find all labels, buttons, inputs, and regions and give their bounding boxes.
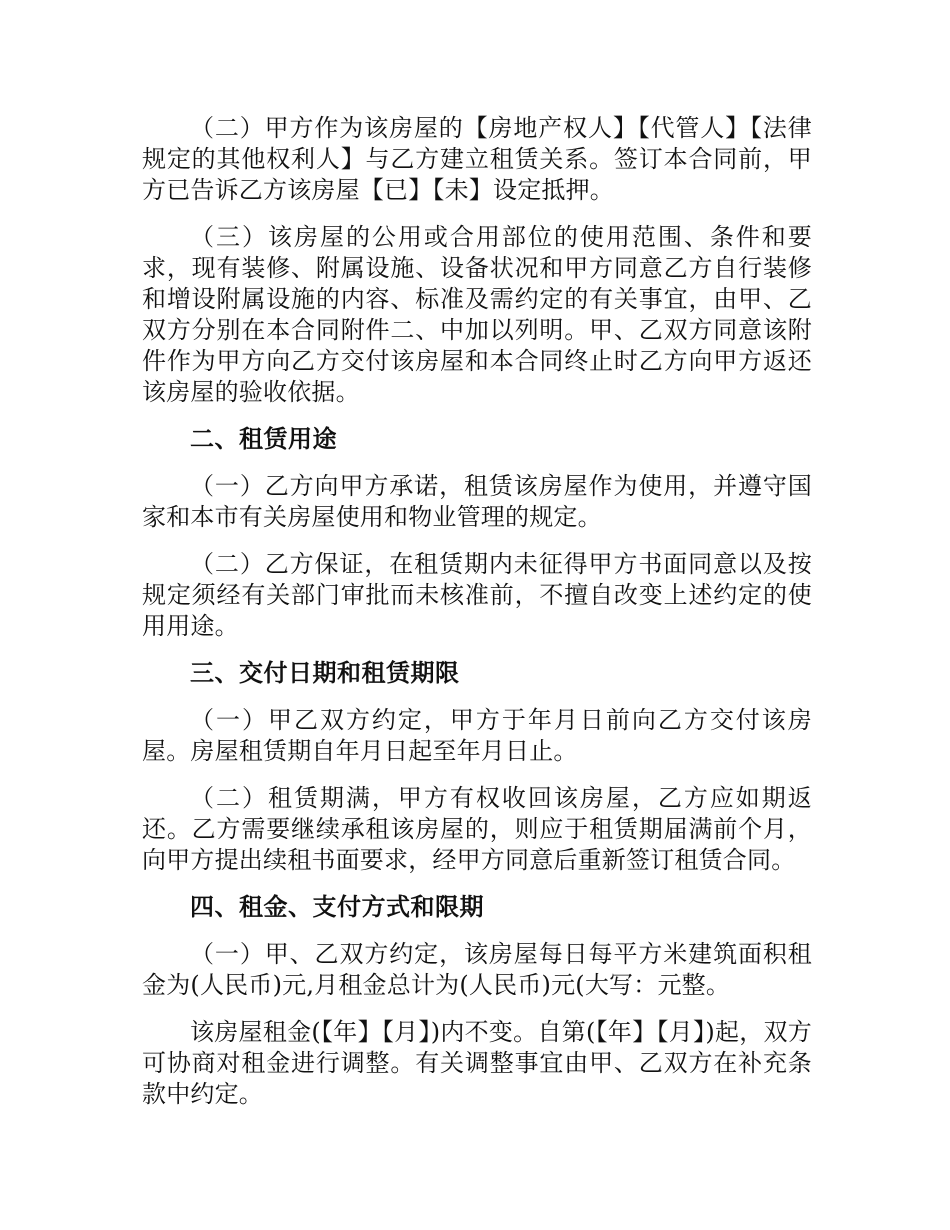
- clause-4-1-paragraph: （一）甲、乙双方约定，该房屋每日每平方米建筑面积租金为(人民币)元,月租金总计为(人民币)元(大写：元整。: [142, 940, 812, 999]
- document-page: [142, 113, 812, 1126]
- clause-3-2-paragraph: （二）租赁期满，甲方有权收回该房屋，乙方应如期返还。乙方需要继续承租该房屋的，则应于租赁期届满前个月，向甲方提出续租书面要求，经甲方同意后重新签订租赁合同。: [142, 784, 812, 874]
- clause-3-1-paragraph: （一）甲乙双方约定，甲方于年月日前向乙方交付该房屋。房屋租赁期自年月日起至年月日止。: [142, 706, 812, 765]
- clause-1-3-paragraph: （三）该房屋的公用或合用部位的使用范围、条件和要求，现有装修、附属设施、设备状况和甲方同意乙方自行装修和增设附属设施的内容、标准及需约定的有关事宜，由甲、乙双方分别在本合同附件二、中加以列明。甲、乙双方同意该附件作为甲方向乙方交付该房屋和本合同终止时乙方向甲方返还该房屋的验收依据。: [142, 223, 812, 406]
- rent-adjustment-paragraph: 该房屋租金(【年】【月】)内不变。自第(【年】【月】)起，双方可协商对租金进行调整。有关调整事宜由甲、乙双方在补充条款中约定。: [142, 1018, 812, 1108]
- clause-2-2-paragraph: （二）乙方保证，在租赁期内未征得甲方书面同意以及按规定须经有关部门审批而未核准前，不擅自改变上述约定的使用用途。: [142, 550, 812, 640]
- section-2-heading: 二、租赁用途: [190, 425, 337, 453]
- clause-2-1-paragraph: （一）乙方向甲方承诺，租赁该房屋作为使用，并遵守国家和本市有关房屋使用和物业管理的规定。: [142, 472, 812, 531]
- section-4-heading: 四、租金、支付方式和限期: [190, 893, 484, 921]
- clause-1-2-paragraph: （二）甲方作为该房屋的【房地产权人】【代管人】【法律规定的其他权利人】与乙方建立租赁关系。签订本合同前，甲方已告诉乙方该房屋【已】【未】设定抵押。: [142, 114, 812, 204]
- section-3-heading: 三、交付日期和租赁期限: [190, 659, 460, 687]
